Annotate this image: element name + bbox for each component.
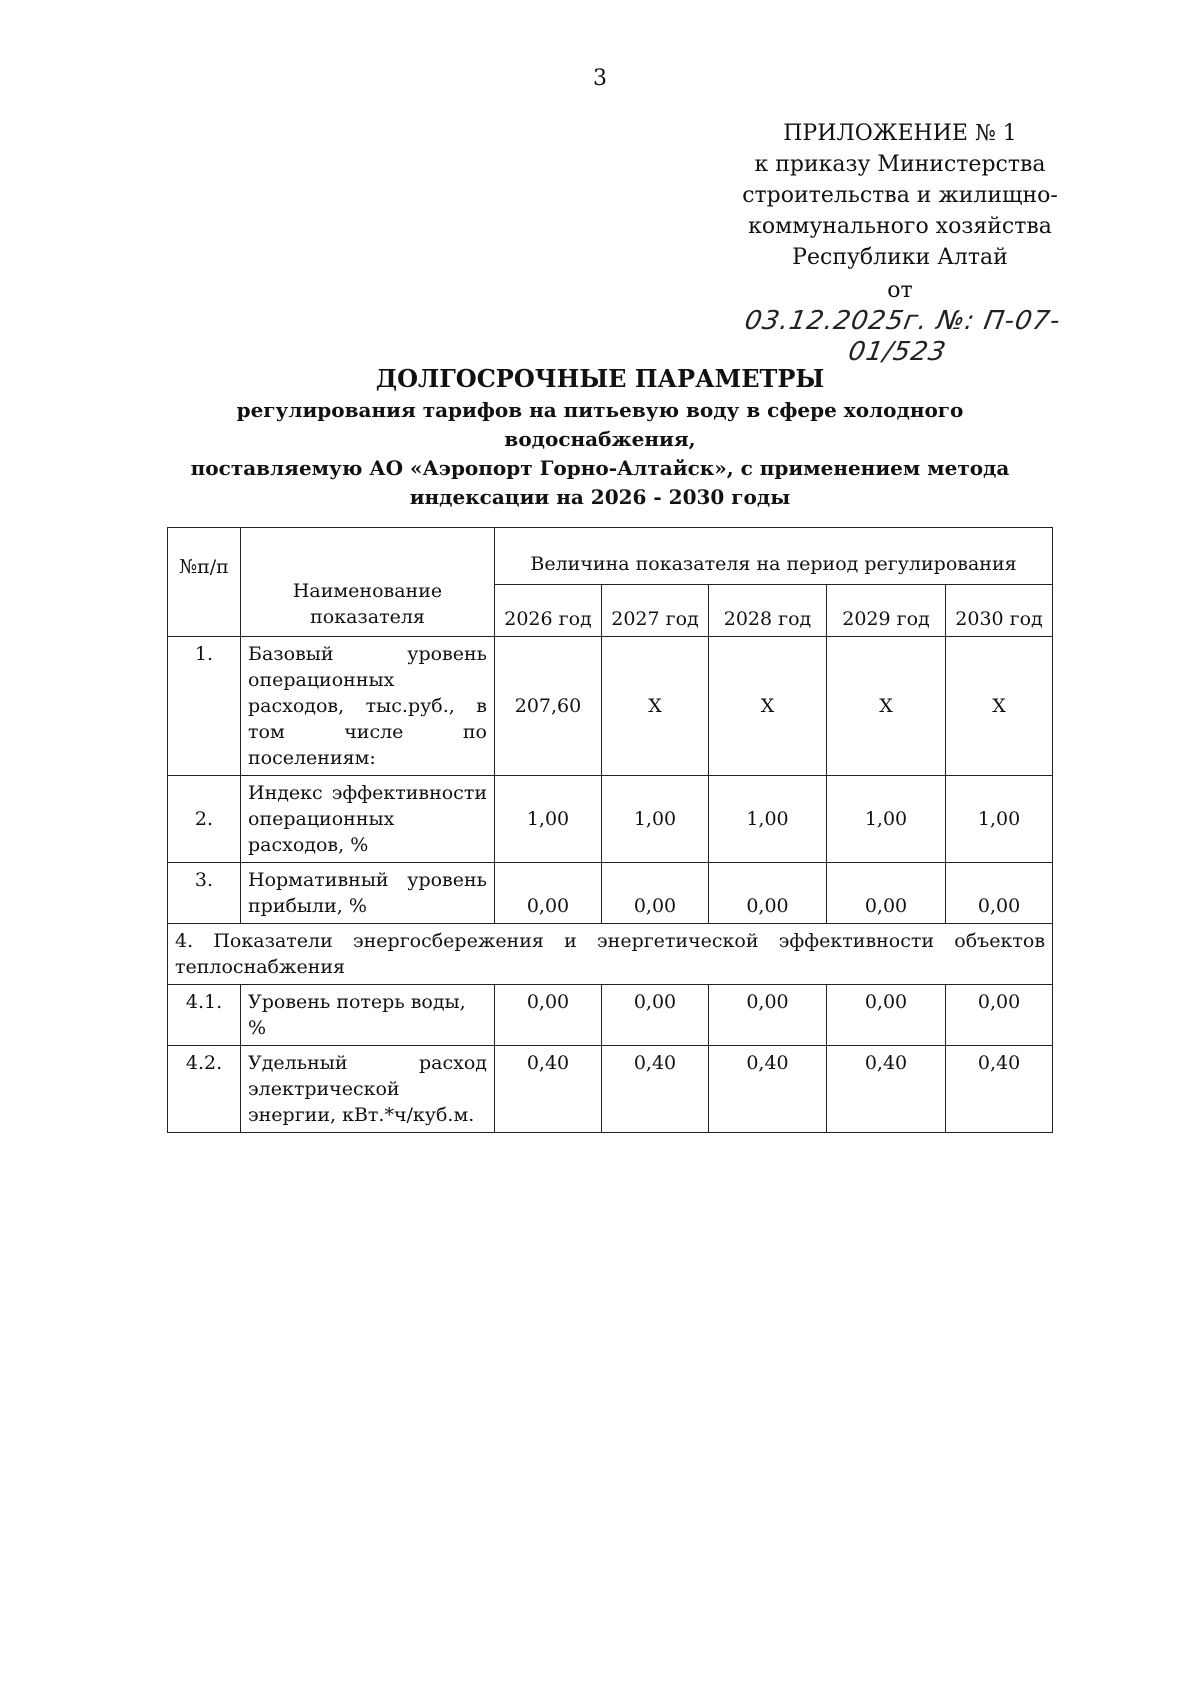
row-value: 0,00 (602, 985, 709, 1046)
row-value: 0,00 (946, 985, 1053, 1046)
title-sub-line: индексации на 2026 - 2030 годы (409, 485, 791, 509)
appendix-title: ПРИЛОЖЕНИЕ № 1 (783, 121, 1017, 146)
row-name: Уровень потерь воды, % (241, 985, 495, 1046)
row-value: X (602, 637, 709, 776)
table-header-row (168, 528, 1053, 585)
row-value: 0,00 (495, 985, 602, 1046)
row-num: 4.1. (168, 985, 241, 1046)
row-value: X (827, 637, 946, 776)
appendix-line: Республики Алтай (792, 245, 1008, 270)
header-group: Величина показателя на период регулирования (495, 528, 1053, 585)
row-value: 207,60 (495, 637, 602, 776)
row-value: 0,40 (709, 1046, 827, 1133)
row-value: 1,00 (709, 776, 827, 863)
header-year: 2026 год (495, 585, 602, 637)
table-row (168, 637, 1053, 776)
order-handwritten: 03.12.2025г. №: П-07-01/523 (742, 306, 1064, 367)
row-num: 4.2. (168, 1046, 241, 1133)
row-num: 3. (168, 863, 241, 924)
row-name: Нормативный уровень прибыли, % (241, 863, 495, 924)
row-value: 1,00 (946, 776, 1053, 863)
row-value: 0,00 (709, 985, 827, 1046)
title-sub-line: поставляемую АО «Аэропорт Горно-Алтайск», с применением метода (190, 456, 1010, 480)
header-year: 2028 год (709, 585, 827, 637)
row-value: 1,00 (495, 776, 602, 863)
row-value: X (946, 637, 1053, 776)
row-num: 2. (168, 776, 241, 863)
row-value: 0,40 (946, 1046, 1053, 1133)
row-name: Базовый уровень операционных расходов, тыс.руб., в том числе по поселениям: (241, 637, 495, 776)
title-sub-line: регулирования тарифов на питьевую воду в сфере холодного водоснабжения, (236, 398, 964, 451)
row-num: 1. (168, 637, 241, 776)
row-value: 0,40 (495, 1046, 602, 1133)
row-value: 0,00 (827, 985, 946, 1046)
row-value: 0,00 (709, 863, 827, 924)
order-prefix: от (887, 278, 913, 303)
row-value: 1,00 (827, 776, 946, 863)
header-year: 2029 год (827, 585, 946, 637)
row-value: 0,00 (946, 863, 1053, 924)
appendix-line: коммунального хозяйства (748, 214, 1052, 239)
section-title: 4. Показатели энергосбережения и энергетической эффективности объектов теплоснабжения (168, 924, 1053, 985)
row-value: 0,40 (602, 1046, 709, 1133)
table-row (168, 863, 1053, 924)
header-year: 2030 год (946, 585, 1053, 637)
table-row (168, 776, 1053, 863)
document-title (160, 362, 1040, 512)
header-year: 2027 год (602, 585, 709, 637)
row-value: 0,40 (827, 1046, 946, 1133)
header-num: №п/п (168, 528, 241, 637)
header-name: Наименование показателя (241, 528, 495, 637)
appendix-line: к приказу Министерства (754, 152, 1046, 177)
appendix-block (700, 118, 1100, 369)
appendix-line: строительства и жилищно- (742, 183, 1058, 208)
title-main: ДОЛГОСРОЧНЫЕ ПАРАМЕТРЫ (375, 364, 825, 393)
row-name: Удельный расход электрической энергии, кВт.*ч/куб.м. (241, 1046, 495, 1133)
parameters-table (167, 527, 1053, 1133)
table-row (168, 1046, 1053, 1133)
table-row (168, 985, 1053, 1046)
page-number: 3 (593, 66, 607, 91)
order-line (700, 275, 1100, 369)
table-section-row (168, 924, 1053, 985)
row-value: 0,00 (602, 863, 709, 924)
row-value: X (709, 637, 827, 776)
row-value: 0,00 (827, 863, 946, 924)
row-value: 1,00 (602, 776, 709, 863)
row-name: Индекс эффективности операционных расходов, % (241, 776, 495, 863)
row-value: 0,00 (495, 863, 602, 924)
